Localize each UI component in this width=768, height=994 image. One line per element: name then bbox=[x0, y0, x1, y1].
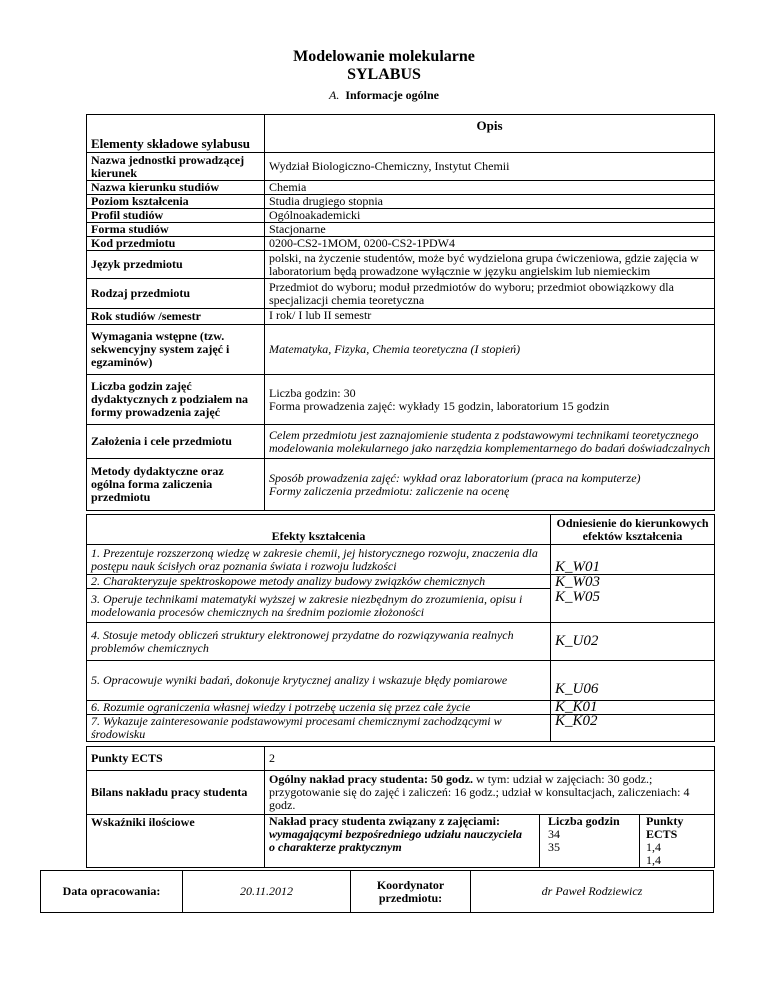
section-label: Informacje ogólne bbox=[345, 88, 439, 102]
info-label-12: Metody dydaktyczne oraz ogólna forma zaliczenia przedmiotu bbox=[87, 459, 265, 511]
info-value-10 bbox=[265, 375, 715, 425]
bilans-value bbox=[265, 771, 715, 815]
effect-code-1-2 bbox=[551, 575, 715, 623]
info-value-5: 0200-CS2-1MOM, 0200-CS2-1PDW4 bbox=[265, 237, 715, 251]
effect-text-5: 6. Rozumie ograniczenia własnej wiedzy i potrzebę uczenia się przez całe życie bbox=[87, 701, 551, 715]
hours-0: 34 bbox=[548, 827, 560, 841]
effect-code-6: K_K02 bbox=[551, 715, 715, 742]
info-value-8: I rok/ I lub II semestr bbox=[265, 309, 715, 325]
effect-code-1: K_W03 bbox=[555, 574, 600, 590]
points-1: 1,4 bbox=[646, 853, 661, 867]
wsk-label: Wskaźniki ilościowe bbox=[87, 815, 265, 868]
info-label-3: Profil studiów bbox=[87, 209, 265, 223]
bilans-bold: Ogólny nakład pracy studenta: 50 godz. bbox=[269, 772, 474, 786]
info-value-10-line2: Forma prowadzenia zajęć: wykłady 15 godzin, laboratorium 15 godzin bbox=[269, 398, 610, 413]
effect-text-6: 7. Wykazuje zainteresowanie podstawowymi procesami chemicznymi zachodzącymi w środowisku bbox=[87, 715, 551, 742]
bilans-label: Bilans nakładu pracy studenta bbox=[87, 771, 265, 815]
wsk-line2: wymagającymi bezpośredniego udziału nauczyciela bbox=[269, 827, 522, 841]
info-value-2: Studia drugiego stopnia bbox=[265, 195, 715, 209]
info-label-7: Rodzaj przedmiotu bbox=[87, 279, 265, 309]
points-header: Punkty ECTS bbox=[646, 814, 684, 841]
info-value-3: Ogólnoakademicki bbox=[265, 209, 715, 223]
wsk-line1: Nakład pracy studenta związany z zajęciami: bbox=[269, 814, 500, 828]
coordinator-value: dr Paweł Rodziewicz bbox=[471, 871, 714, 913]
points-col bbox=[640, 815, 715, 868]
document-subtitle: SYLABUS bbox=[347, 66, 421, 83]
info-value-9: Matematyka, Fizyka, Chemia teoretyczna (I stopień) bbox=[265, 325, 715, 375]
info-value-12-line1: Sposób prowadzenia zajęć: wykład oraz laboratorium (praca na komputerze) bbox=[269, 470, 641, 485]
effects-col2-header: Odniesienie do kierunkowych efektów kształcenia bbox=[551, 515, 715, 545]
hours-header: Liczba godzin bbox=[548, 814, 620, 828]
date-value: 20.11.2012 bbox=[183, 871, 351, 913]
effects-table bbox=[86, 514, 715, 742]
info-value-4: Stacjonarne bbox=[265, 223, 715, 237]
info-value-0: Wydział Biologiczno-Chemiczny, Instytut Chemii bbox=[265, 153, 715, 181]
points-0: 1,4 bbox=[646, 840, 661, 854]
effect-code-2: K_W05 bbox=[555, 589, 600, 605]
effect-text-4: 5. Opracowuje wyniki badań, dokonuje krytycznej analizy i wskazuje błędy pomiarowe bbox=[87, 661, 551, 701]
info-value-10-line1: Liczba godzin: 30 bbox=[269, 385, 356, 400]
info-value-11: Celem przedmiotu jest zaznajomienie studenta z podstawowymi technikami teoretycznego modelowania molekularnego jako narzędzia komplementarnego do badań doświadczalnych bbox=[265, 425, 715, 459]
info-label-6: Język przedmiotu bbox=[87, 251, 265, 279]
info-col2-header: Opis bbox=[265, 115, 715, 153]
info-label-9: Wymagania wstępne (tzw. sekwencyjny system zajęć i egzaminów) bbox=[87, 325, 265, 375]
effect-text-1: 2. Charakteryzuje spektroskopowe metody analizy budowy związków chemicznych bbox=[87, 575, 551, 589]
effect-code-3: K_U02 bbox=[551, 623, 715, 661]
hours-col bbox=[540, 815, 640, 868]
info-value-12-line2: Formy zaliczenia przedmiotu: zaliczenie na ocenę bbox=[269, 483, 510, 498]
info-value-12 bbox=[265, 459, 715, 511]
section-letter: A. bbox=[329, 88, 340, 102]
effect-text-0: 1. Prezentuje rozszerzoną wiedzę w zakresie chemii, jej historycznego rozwoju, znaczenia dla postępu nauk ścisłych oraz poznania świata i rozwoju ludzkości bbox=[87, 545, 551, 575]
effect-text-3: 4. Stosuje metody obliczeń struktury elektronowej przydatne do rozwiązywania realnych problemów chemicznych bbox=[87, 623, 551, 661]
info-table bbox=[86, 114, 715, 511]
info-label-0: Nazwa jednostki prowadzącej kierunek bbox=[87, 153, 265, 181]
info-label-4: Forma studiów bbox=[87, 223, 265, 237]
info-value-7: Przedmiot do wyboru; moduł przedmiotów do wyboru; przedmiot obowiązkowy dla specjalizacji chemia teoretyczna bbox=[265, 279, 715, 309]
effect-code-0: K_W01 bbox=[551, 545, 715, 575]
info-label-10: Liczba godzin zajęć dydaktycznych z podziałem na formy prowadzenia zajęć bbox=[87, 375, 265, 425]
info-value-1: Chemia bbox=[265, 181, 715, 195]
info-label-11: Założenia i cele przedmiotu bbox=[87, 425, 265, 459]
hours-1: 35 bbox=[548, 840, 560, 854]
ects-value: 2 bbox=[265, 747, 715, 771]
info-col1-header: Elementy składowe sylabusu bbox=[87, 115, 265, 153]
footer-table bbox=[40, 870, 714, 913]
info-label-5: Kod przedmiotu bbox=[87, 237, 265, 251]
date-label: Data opracowania: bbox=[41, 871, 183, 913]
effect-text-2: 3. Operuje technikami matematyki wyższej w zakresie niezbędnym do zrozumienia, opisu i modelowania procesów chemicznych na średnim poziomie złożoności bbox=[87, 589, 551, 623]
wsk-line3: o charakterze praktycznym bbox=[269, 840, 402, 854]
wsk-desc bbox=[265, 815, 540, 868]
info-label-1: Nazwa kierunku studiów bbox=[87, 181, 265, 195]
info-label-8: Rok studiów /semestr bbox=[87, 309, 265, 325]
info-label-2: Poziom kształcenia bbox=[87, 195, 265, 209]
effects-col1-header: Efekty kształcenia bbox=[87, 515, 551, 545]
effect-code-4: K_U06 bbox=[551, 661, 715, 701]
info-value-6: polski, na życzenie studentów, może być wydzielona grupa ćwiczeniowa, gdzie zajęcia w laboratorium będą prowadzone wyłącznie w języku angielskim lub niemieckim bbox=[265, 251, 715, 279]
coordinator-label: Koordynator przedmiotu: bbox=[351, 871, 471, 913]
effect-code-5: K_K01 bbox=[551, 701, 715, 715]
bilans-rest: w tym: udział w zajęciach: 30 godz.; przygotowanie się do zajęć i zaliczeń: 16 godz.; udział w konsultacjach, zaliczeniach: 4 godz. bbox=[269, 772, 690, 812]
document-title: Modelowanie molekularne bbox=[293, 48, 475, 65]
ects-label: Punkty ECTS bbox=[87, 747, 265, 771]
section-heading bbox=[0, 88, 768, 103]
ects-table bbox=[86, 746, 715, 868]
